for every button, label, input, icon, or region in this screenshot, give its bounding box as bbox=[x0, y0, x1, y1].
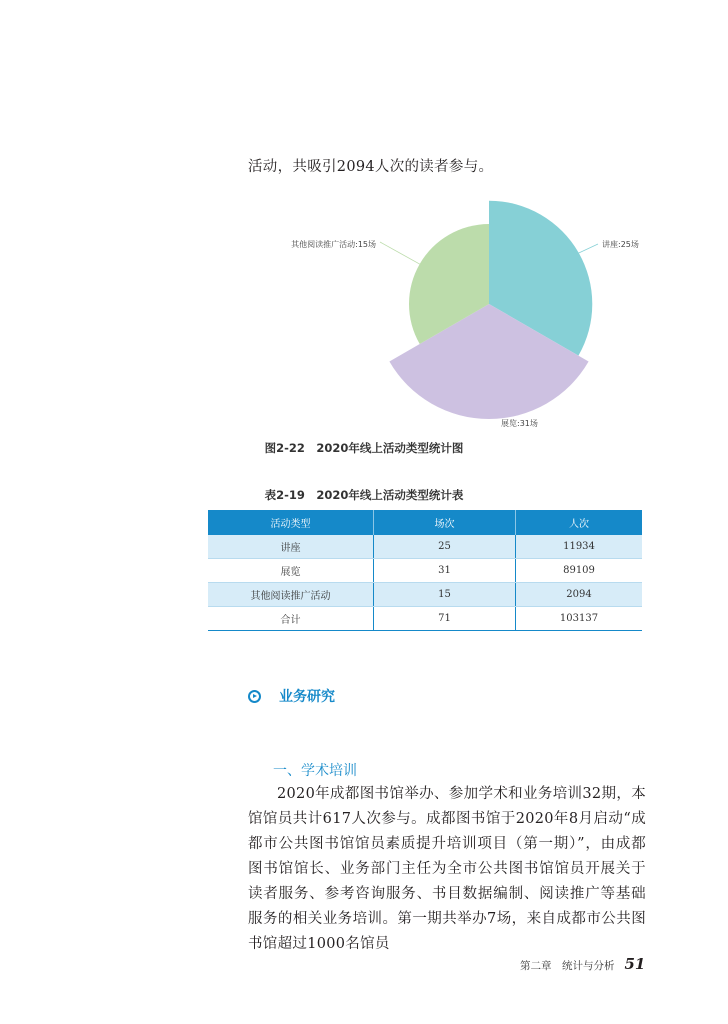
section-heading bbox=[248, 686, 335, 706]
column-header-type: 活动类型 bbox=[208, 510, 374, 535]
table-cell: 71 bbox=[374, 607, 516, 631]
page-number: 51 bbox=[624, 955, 646, 973]
page-footer bbox=[520, 955, 645, 973]
table-cell: 合计 bbox=[208, 607, 374, 631]
column-header-sessions: 场次 bbox=[374, 510, 516, 535]
table-row bbox=[208, 559, 642, 583]
chapter-label: 第二章 统计与分析 bbox=[520, 960, 615, 972]
table-cell: 31 bbox=[374, 559, 516, 583]
table-cell: 89109 bbox=[516, 559, 643, 583]
table-cell: 2094 bbox=[516, 583, 643, 607]
table-header-row bbox=[208, 510, 642, 535]
table-row bbox=[208, 535, 642, 559]
table-cell: 展览 bbox=[208, 559, 374, 583]
pie-leader-line bbox=[380, 242, 425, 267]
table-cell: 其他阅读推广活动 bbox=[208, 583, 374, 607]
pie-chart bbox=[280, 200, 660, 435]
pie-slice-label: 讲座:25场 bbox=[602, 240, 639, 249]
body-paragraph: 2020年成都图书馆举办、参加学术和业务培训32期，本馆馆员共计617人次参与。成都图书馆于2020年8月启动“成都市公共图书馆馆员素质提升培训项目（第一期）”，由成都图书馆馆长、业务部门主任为全市公共图书馆馆员开展关于读者服务、参考咨询服务、书目数据编制、阅读推广等基础服务的相关业务培训。第一期共举办7场，来自成都市公共图书馆超过1000名馆员 bbox=[248, 786, 646, 952]
section-title: 业务研究 bbox=[279, 689, 335, 705]
table-row-total bbox=[208, 607, 642, 631]
table-cell: 103137 bbox=[516, 607, 643, 631]
pie-slice-label: 其他阅读推广活动:15场 bbox=[291, 240, 376, 249]
table-cell: 讲座 bbox=[208, 535, 374, 559]
circle-arrow-icon bbox=[248, 690, 261, 703]
subsection-title: 一、学术培训 bbox=[273, 763, 357, 779]
intro-text: 活动，共吸引2094人次的读者参与。 bbox=[248, 159, 494, 175]
figure-caption: 图2-22 2020年线上活动类型统计图 bbox=[264, 441, 464, 455]
column-header-attendance: 人次 bbox=[516, 510, 643, 535]
table-cell: 15 bbox=[374, 583, 516, 607]
pie-slice-label: 展览:31场 bbox=[501, 419, 538, 428]
table-cell: 11934 bbox=[516, 535, 643, 559]
table-cell: 25 bbox=[374, 535, 516, 559]
activity-table bbox=[208, 510, 642, 631]
table-row bbox=[208, 583, 642, 607]
table-caption: 表2-19 2020年线上活动类型统计表 bbox=[264, 488, 464, 502]
pie-chart-svg bbox=[280, 200, 660, 435]
